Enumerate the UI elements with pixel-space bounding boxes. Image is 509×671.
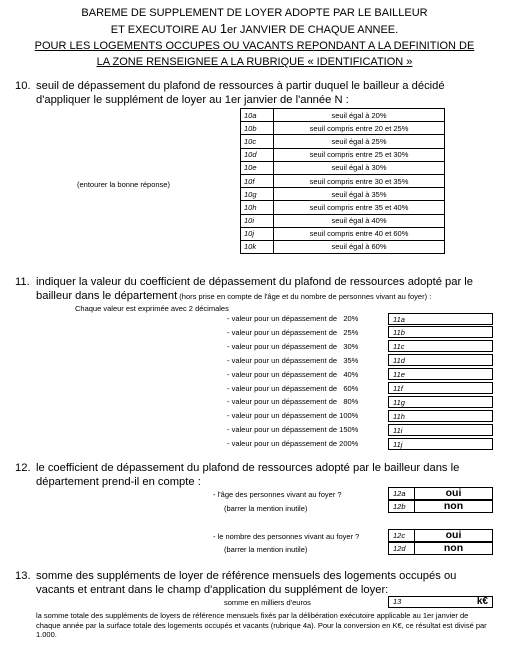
q10-code: 10b [241, 122, 274, 135]
q10-table [240, 108, 445, 254]
q10-code: 10i [241, 214, 274, 227]
q12c-box[interactable] [388, 529, 493, 542]
q11-text-2 [36, 290, 506, 303]
q10-option[interactable]: seuil compris entre 35 et 40% [274, 201, 445, 214]
q11-code: 11j [393, 439, 403, 449]
q10-note: (entourer la bonne réponse) [77, 180, 170, 189]
q11-input-11a[interactable] [388, 313, 493, 325]
q12-number: 12. [15, 462, 31, 474]
q10-text-2: d'appliquer le supplément de loyer au 1er janvier de l'année N : [36, 94, 349, 106]
q11-row-label: - valeur pour un dépassement de 40% [227, 369, 359, 379]
q13-text-2: vacants et entrant dans le champ d'application du supplément de loyer: [36, 584, 389, 596]
q11-input-11c[interactable] [388, 340, 493, 352]
q11-row-label: - valeur pour un dépassement de 80% [227, 397, 359, 407]
q11-row-label: - valeur pour un dépassement de 35% [227, 355, 359, 365]
q11-code: 11c [393, 342, 405, 352]
q10-code: 10j [241, 227, 274, 240]
q12b-code: 12b [389, 501, 415, 512]
q10-option[interactable]: seuil compris entre 30 et 35% [274, 174, 445, 187]
q13-input[interactable] [388, 596, 493, 608]
q11-input-11d[interactable] [388, 354, 493, 366]
q12d-box[interactable] [388, 542, 493, 555]
q12d-value[interactable]: non [443, 542, 464, 554]
q10-option[interactable]: seuil égal à 25% [274, 135, 445, 148]
q10-code: 10e [241, 161, 274, 174]
q11-note: Chaque valeur est exprimée avec 2 décimales [75, 304, 229, 313]
q10-option[interactable]: seuil compris entre 40 et 60% [274, 227, 445, 240]
q11-text-2-small: (hors prise en compte de l'âge et du nombre de personnes vivant au foyer) : [177, 292, 432, 301]
q11-row-label: - valeur pour un dépassement de 60% [227, 383, 359, 393]
q11-code: 11d [393, 356, 405, 366]
q10-row-10a[interactable] [241, 109, 445, 122]
q11-input-11f[interactable] [388, 382, 493, 394]
q12d-code: 12d [389, 543, 415, 554]
q12-barrer-2: (barrer la mention inutile) [224, 545, 308, 554]
q12a-box[interactable] [388, 487, 493, 500]
q11-row-label: - valeur pour un dépassement de 25% [227, 327, 359, 337]
q10-row-10i[interactable] [241, 214, 445, 227]
q11-input-11i[interactable] [388, 424, 493, 436]
q10-row-10g[interactable] [241, 188, 445, 201]
header-line-2 [0, 22, 509, 37]
header-line-4: LA ZONE RENSEIGNEE A LA RUBRIQUE « IDENTIFICATION » [96, 56, 413, 68]
q10-code: 10g [241, 188, 274, 201]
q12-nb-label: - le nombre des personnes vivant au foyer ? [213, 532, 360, 541]
q10-option[interactable]: seuil égal à 20% [274, 109, 445, 122]
q11-code: 11e [393, 370, 405, 380]
q10-option[interactable]: seuil égal à 60% [274, 240, 445, 253]
header-line-1: BAREME DE SUPPLEMENT DE LOYER ADOPTE PAR LE BAILLEUR [81, 7, 428, 19]
q10-option[interactable]: seuil égal à 30% [274, 161, 445, 174]
q11-text-2-bold: bailleur dans le département [36, 290, 178, 302]
q10-row-10h[interactable] [241, 201, 445, 214]
header-line-2-big: 1 [219, 21, 228, 36]
q10-row-10e[interactable] [241, 161, 445, 174]
q10-code: 10f [241, 174, 274, 187]
header-line-2-post: er JANVIER DE CHAQUE ANNEE. [227, 24, 399, 36]
q11-row-label: - valeur pour un dépassement de 20% [227, 314, 359, 323]
q11-input-11b[interactable] [388, 326, 493, 338]
q12b-box[interactable] [388, 500, 493, 513]
q10-row-10k[interactable] [241, 240, 445, 253]
q11-input-11e[interactable] [388, 368, 493, 380]
q11-input-11h[interactable] [388, 410, 493, 422]
q10-option[interactable]: seuil égal à 35% [274, 188, 445, 201]
q13-unit-label: somme en milliers d'euros [224, 598, 311, 607]
q13-number: 13. [15, 570, 31, 582]
q11-code: 11i [393, 425, 403, 435]
q12c-value[interactable]: oui [445, 529, 462, 541]
q10-code: 10d [241, 148, 274, 161]
q10-number: 10. [15, 80, 31, 92]
q11-code: 11f [393, 384, 403, 393]
q10-text-1: seuil de dépassement du plafond de ressources à partir duquel le bailleur a décidé [36, 80, 445, 92]
q11-row-label: - valeur pour un dépassement de 200% [227, 439, 359, 449]
q10-row-10b[interactable] [241, 122, 445, 135]
q11-input-11j[interactable] [388, 438, 493, 450]
q11-number: 11. [15, 276, 30, 288]
q10-code: 10k [241, 240, 274, 253]
q12-age-label: - l'âge des personnes vivant au foyer ? [213, 490, 342, 499]
q11-code: 11h [393, 411, 405, 421]
q13-footnote: la somme totale des suppléments de loyers de référence mensuels fixés par la délibération exécutoire applicable au 1er janvier de chaque année par la surface totale des logements occupés et vacants (rubrique 4a). Pour la conversion en K€, ce résultat est divisé par 1.000. [36, 611, 487, 639]
q11-input-11g[interactable] [388, 396, 493, 408]
q11-text-1: indiquer la valeur du coefficient de dépassement du plafond de ressources adopté par le [36, 276, 474, 288]
q13-text-1: somme des suppléments de loyer de référence mensuels des logements occupés ou [36, 570, 457, 582]
q12-text-1: le coefficient de dépassement du plafond de ressources adopté par le bailleur dans le [36, 462, 460, 474]
q11-row-label: - valeur pour un dépassement de 100% [227, 411, 359, 421]
q10-option[interactable]: seuil compris entre 20 et 25% [274, 122, 445, 135]
q12-text-2: département prend-il en compte : [36, 476, 201, 488]
q13-unit: k€ [476, 596, 488, 607]
q12a-value[interactable]: oui [445, 487, 462, 499]
q11-row-label: - valeur pour un dépassement de 30% [227, 341, 359, 351]
q10-code: 10a [241, 109, 274, 122]
q12b-value[interactable]: non [443, 500, 464, 512]
q10-row-10c[interactable] [241, 135, 445, 148]
q10-option[interactable]: seuil compris entre 25 et 30% [274, 148, 445, 161]
q10-code: 10c [241, 135, 274, 148]
q11-row-label: - valeur pour un dépassement de 150% [227, 425, 359, 435]
header-line-2-pre: ET EXECUTOIRE AU [110, 24, 220, 36]
q10-option[interactable]: seuil égal à 40% [274, 214, 445, 227]
q11-code: 11a [393, 314, 405, 324]
q11-code: 11b [393, 328, 405, 338]
q10-code: 10h [241, 201, 274, 214]
q10-row-10d[interactable] [241, 148, 445, 161]
q12c-code: 12c [389, 530, 415, 541]
q10-row-10j[interactable] [241, 227, 445, 240]
q11-code: 11g [393, 397, 405, 407]
header-line-3: POUR LES LOGEMENTS OCCUPES OU VACANTS REPONDANT A LA DEFINITION DE [34, 40, 475, 52]
q10-row-10f[interactable] [241, 174, 445, 187]
q13-code: 13 [393, 597, 402, 606]
q12-barrer-1: (barrer la mention inutile) [224, 504, 308, 513]
q12a-code: 12a [389, 488, 415, 499]
